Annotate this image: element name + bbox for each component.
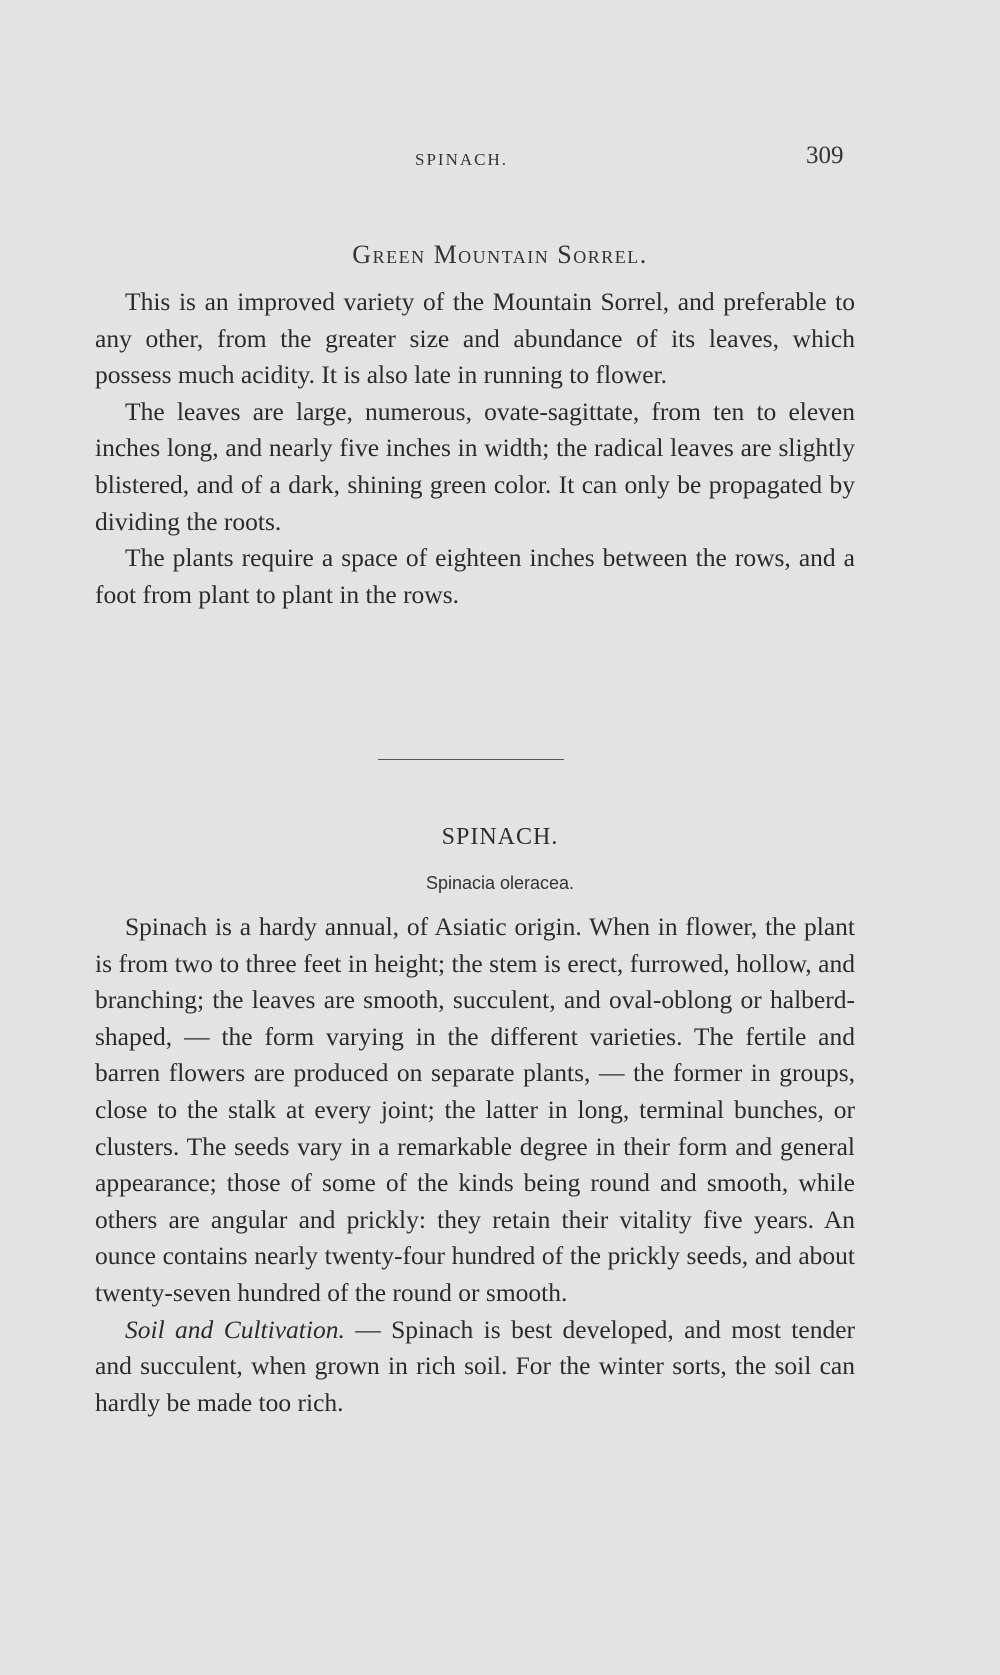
page-number: 309: [806, 142, 844, 169]
running-head: [0, 142, 1000, 176]
spinach-paragraph: Spinach is a hardy annual, of Asiatic origin. When in flower, the plant is from two to three feet in height; the stem is erect, furrowed, hollow, and branching; the leaves are smooth, succulent, and oval-oblong or halberd-shaped, — the form varying in the different varieties. The fertile and barren flowers are produced on separate plants, — the former in groups, close to the stalk at every joint; the latter in long, terminal bunches, or clusters. The seeds vary in a remarkable degree in their form and general appearance; those of some of the kinds being round and smooth, while others are angular and prickly: they retain their vitality five years. An ounce contains nearly twenty-four hundred of the prickly seeds, and about twenty-seven hundred of the round or smooth.: [95, 912, 855, 1307]
sorrel-heading: Green Mountain Sorrel.: [352, 240, 648, 269]
spinach-text: [95, 909, 855, 1421]
spinach-latin-name: Spinacia oleracea.: [425, 873, 575, 893]
cultivation-paragraph: [95, 1312, 855, 1422]
sorrel-paragraph: The leaves are large, numerous, ovate-sagittate, from ten to eleven inches long, and nearly five inches in width; the radical leaves are slightly blistered, and of a dark, shining green color. It can only be propagated by dividing the roots.: [95, 396, 855, 536]
sorrel-text: [95, 284, 855, 613]
spinach-title: SPINACH.: [441, 824, 559, 850]
sorrel-paragraph: This is an improved variety of the Mountain Sorrel, and preferable to any other, from the greater size and abundance of its leaves, which possess much acidity. It is also late in running to flower.: [95, 287, 855, 390]
cultivation-lead: Soil and Cultivation.: [125, 1314, 345, 1344]
section-divider: [378, 759, 564, 760]
running-head-title: SPINACH.: [415, 150, 508, 169]
sorrel-paragraph: The plants require a space of eighteen inches between the rows, and a foot from plant to plant in the rows.: [95, 543, 855, 609]
cultivation-text: — Spinach is best developed, and most tender and succulent, when grown in rich soil. For the winter sorts, the soil can hardly be made too rich.: [95, 1314, 856, 1417]
